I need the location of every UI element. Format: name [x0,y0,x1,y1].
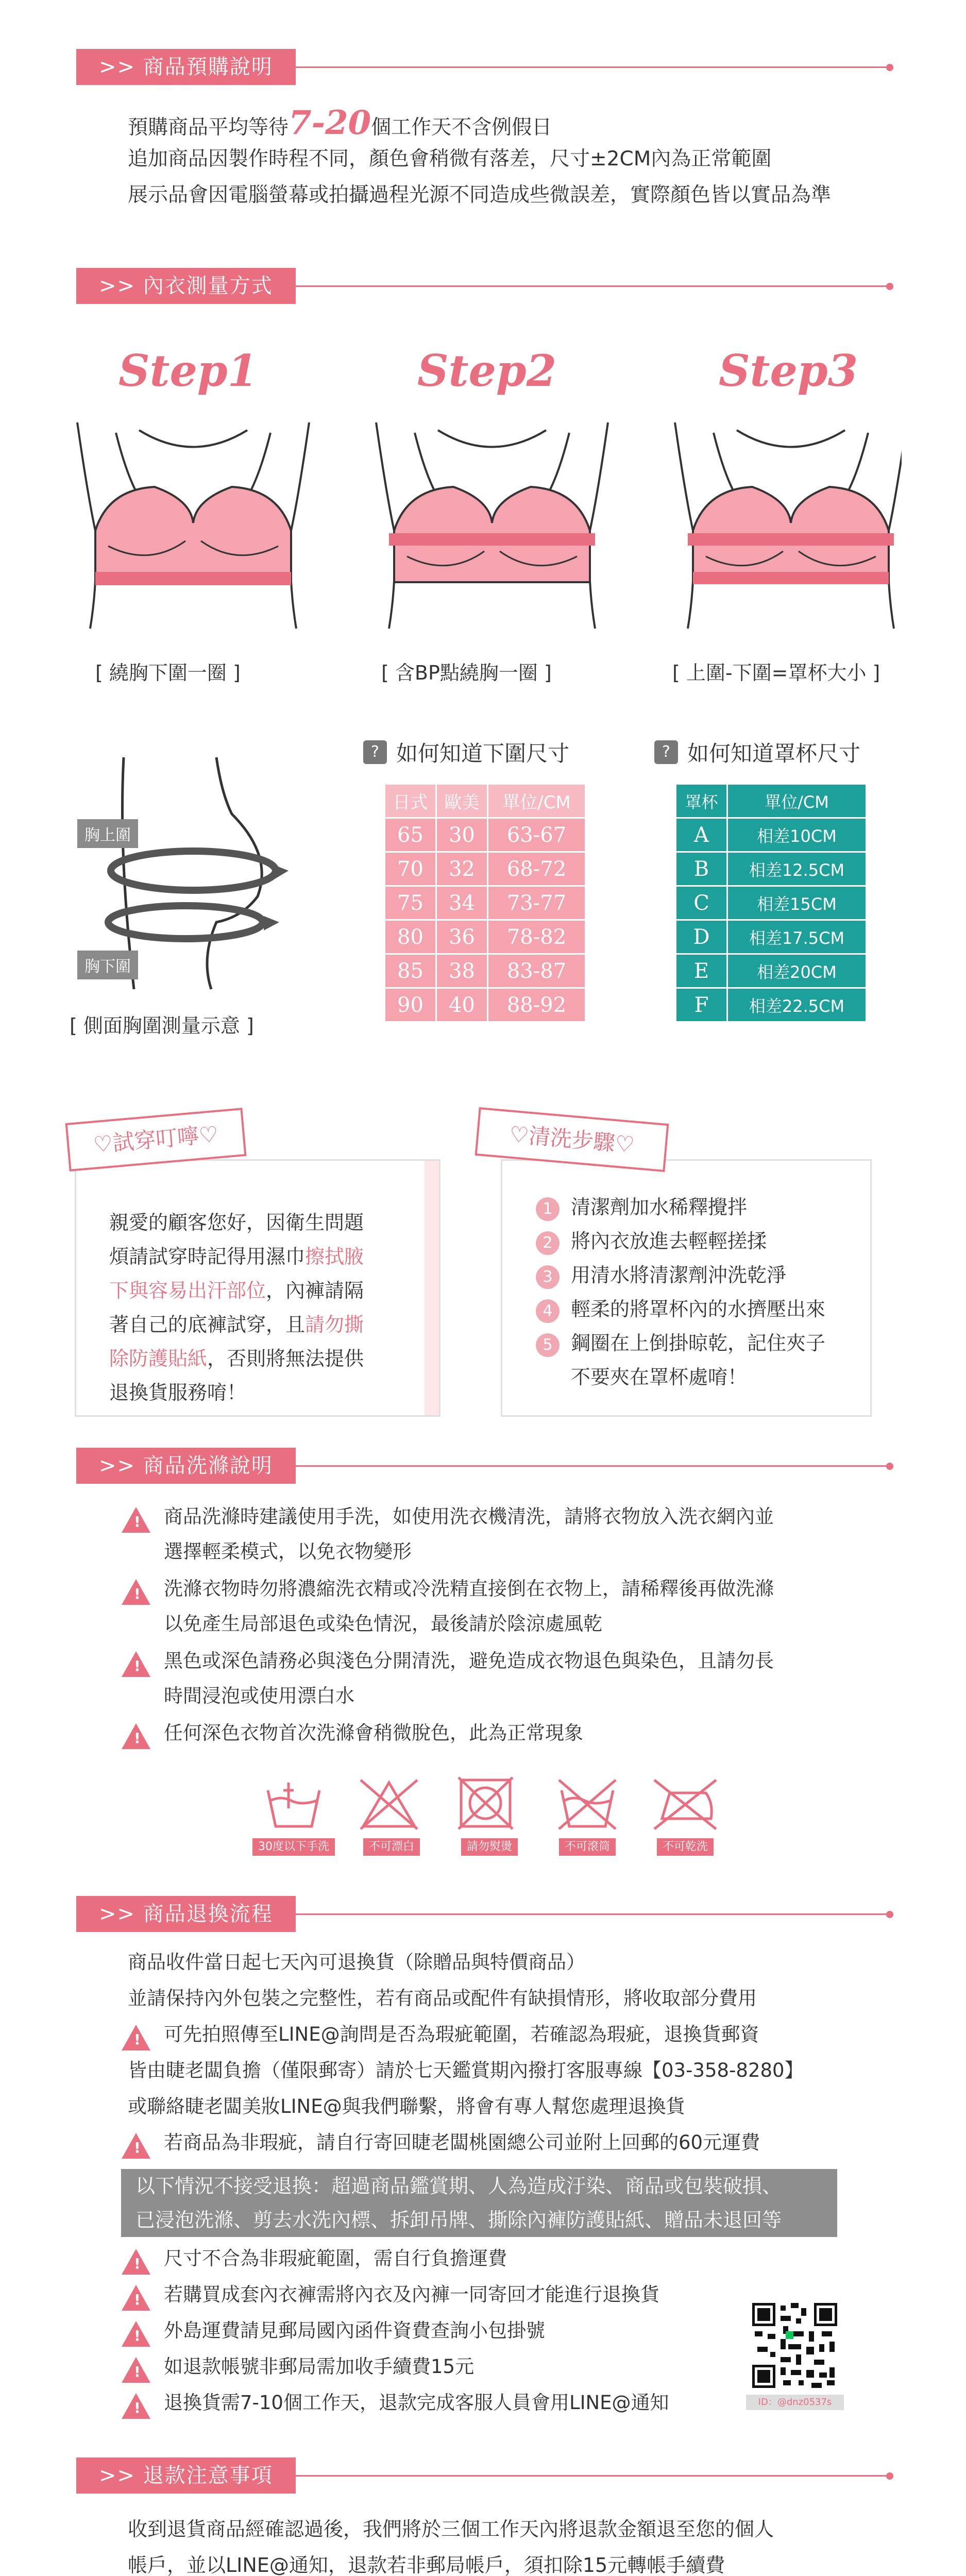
returns-a3: 或聯絡睫老闆美妝LINE@與我們聯繫，將會有專人幫您處理退換貨 [128,2095,685,2117]
under-bust-table [384,783,586,1023]
step-number: 5 [536,1333,560,1357]
table-row [385,818,586,852]
step-text: 清潔劑加水稀釋攪拌 [571,1196,748,1218]
table-cell: 75 [385,886,436,920]
qr-id: ID：@dnz0537s [746,2395,844,2410]
tryon-line: 退換貨服務唷！ [109,1381,247,1404]
preorder-days: 7-20 [289,104,371,142]
hand-wash-icon [268,1783,319,1826]
returns-item: 若購買成套內衣褲需將內衣及內褲一同寄回才能進行退換貨 [164,2283,659,2306]
cup-table-question [654,737,860,768]
preorder-text: 預購商品平均等待 [128,116,289,139]
question-icon: ? [363,740,387,764]
table-row [676,954,867,988]
table-cell: 相差22.5CM [727,988,867,1022]
table-row [385,954,586,988]
returns-a2: 皆由睫老闆負擔（僅限郵寄）請於七天鑑賞期內撥打客服專線【03-358-8280】 [128,2059,804,2081]
warning-icon: ! [122,2133,150,2159]
section-title: >> 商品預購說明 [76,49,296,85]
table-cell: 相差15CM [727,886,867,920]
care-label: 30度以下手洗 [252,1838,335,1856]
table-cell: 32 [436,852,488,886]
step-2-title: Step2 [417,345,557,396]
no-dry-clean-icon [654,1780,716,1829]
warning-icon: ! [122,2321,150,2347]
tryon-part: 著自己的底褲試穿，且 [109,1313,306,1336]
no-tumble-dry-icon [559,1780,616,1829]
section-title: >> 內衣測量方式 [76,268,296,304]
preorder-line-3: 展示品會因電腦螢幕或拍攝過程光源不同造成些微誤差，實際顏色皆以實品為準 [128,183,832,207]
wash-note-3 [164,1643,774,1714]
wash-note-1 [164,1499,774,1569]
exclusion-line: 以下情況不接受退換：超過商品鑑賞期、人為造成汙染、商品或包裝破損、 [135,2175,782,2197]
table-cell: 78-82 [488,920,586,954]
tryon-text [109,1206,364,1410]
table-cell: 30 [436,818,488,852]
returns-exclusions [121,2169,837,2237]
table-cell: 68-72 [488,852,586,886]
warning-icon: ! [122,1507,150,1533]
section-header-measure [76,268,890,304]
warning-icon: ! [122,2025,150,2050]
table-cell: C [676,886,727,920]
warning-icon: ! [122,2357,150,2383]
returns-a1: 可先拍照傳至LINE@詢問是否為瑕疵範圍，若確認為瑕疵，退換貨郵資 [164,2023,759,2045]
step-text: 輕柔的將罩杯內的水擠壓出來 [571,1298,826,1320]
wash-note-2 [164,1571,774,1641]
tryon-line [109,1240,364,1274]
tryon-highlight: 除防護貼紙 [109,1347,208,1370]
care-label: 請勿熨燙 [461,1838,518,1856]
table-cell: 65 [385,818,436,852]
no-iron-icon [459,1777,513,1829]
table-row [385,920,586,954]
table-header-row [385,784,586,818]
table-cell: 相差12.5CM [727,852,867,886]
refund-line-2: 帳戶，並以LINE@通知，退款若非郵局帳戶，須扣除15元轉帳手續費 [128,2554,725,2576]
returns-p1: 商品收件當日起七天內可退換貨（除贈品與特價商品） [128,1951,585,1973]
exclusion-line: 已浸泡洗滌、剪去水洗內標、拆卸吊牌、撕除內褲防護貼紙、贈品未退回等 [135,2209,782,2231]
table-cell: 83-87 [488,954,586,988]
wash-note-line: 時間浸泡或使用漂白水 [164,1685,354,1707]
under-table-question [363,737,569,768]
side-view-caption: [ 側面胸圍測量示意 ] [70,1014,254,1037]
tryon-highlight: 擦拭腋 [305,1245,364,1268]
table-cell: A [676,818,727,852]
tryon-line [109,1274,364,1308]
section-title: >> 商品退換流程 [76,1896,296,1932]
table-cell: 90 [385,988,436,1022]
warning-icon: ! [122,1651,150,1677]
cup-size-table [675,783,867,1023]
step-3-caption: [ 上圍-下圍=罩杯大小 ] [672,662,880,684]
step-number: 2 [536,1231,560,1255]
section-header-preorder [76,49,890,85]
step-number: 4 [536,1299,560,1323]
warning-icon: ! [122,2249,150,2275]
preorder-text-end: 個工作天不含例假日 [371,116,552,139]
section-header-wash [76,1448,890,1484]
side-label-upper: 胸上圍 [77,819,138,848]
table-header-row [676,784,867,818]
table-cell: E [676,954,727,988]
table-cell: B [676,852,727,886]
returns-item: 外島運費請見郵局國內函件資費查詢小包掛號 [164,2319,545,2342]
washing-step [536,1292,825,1326]
refund-line-1: 收到退貨商品經確認過後，我們將於三個工作天內將退款金額退至您的個人 [128,2518,774,2540]
care-label: 不可漂白 [363,1838,420,1856]
table-cell: 36 [436,920,488,954]
step-1-caption: [ 繞胸下圍一圈 ] [95,662,241,684]
table-cell: 70 [385,852,436,886]
table-row [676,920,867,954]
question-text: 如何知道下圍尺寸 [396,741,570,766]
table-cell: 73-77 [488,886,586,920]
step-text: 將內衣放進去輕輕搓揉 [571,1230,767,1252]
table-cell: D [676,920,727,954]
returns-p2: 並請保持內外包裝之完整性，若有商品或配件有缺損情形，將收取部分費用 [128,1987,757,2009]
warning-icon: ! [122,1579,150,1605]
step-text: 不要夾在罩杯處唷！ [571,1366,748,1388]
table-cell: 34 [436,886,488,920]
tryon-highlight: 請勿撕 [305,1313,364,1336]
table-cell: 38 [436,954,488,988]
table-row [385,886,586,920]
section-header-refund [76,2458,890,2494]
table-row [385,852,586,886]
warning-icon: ! [122,2393,150,2419]
wash-note-line: 黑色或深色請務必與淺色分開清洗，避免造成衣物退色與染色，且請勿長 [164,1650,774,1672]
table-header-cell: 單位/CM [488,784,586,818]
table-row [676,886,867,920]
tryon-highlight: 下與容易出汗部位 [109,1279,266,1302]
step-text: 用清水將清潔劑沖洗乾淨 [571,1264,787,1286]
table-cell: 85 [385,954,436,988]
table-row [676,988,867,1022]
table-cell: 相差17.5CM [727,920,867,954]
washing-title: ♡清洗步驟♡ [475,1107,669,1172]
bra-illustration-3 [675,422,902,629]
tryon-line [109,1342,364,1376]
warning-icon: ! [122,2285,150,2311]
table-header-cell: 日式 [385,784,436,818]
tryon-title: ♡試穿叮嚀♡ [65,1108,247,1172]
wash-note-line: 洗滌衣物時勿將濃縮洗衣精或冷洗精直接倒在衣物上，請稀釋後再做洗滌 [164,1578,774,1600]
section-title: >> 商品洗滌說明 [76,1448,296,1484]
wash-note-line: 商品洗滌時建議使用手洗，如使用洗衣機清洗，請將衣物放入洗衣網內並 [164,1505,774,1528]
table-header-cell: 單位/CM [727,784,867,818]
washing-steps [536,1190,825,1394]
tryon-line: 親愛的顧客您好，因衛生問題 [109,1211,364,1234]
section-header-returns [76,1896,890,1932]
table-cell: F [676,988,727,1022]
table-cell: 88-92 [488,988,586,1022]
step-text: 鋼圈在上倒掛晾乾，記住夾子 [571,1332,826,1354]
table-cell: 63-67 [488,818,586,852]
line-qr-code[interactable] [750,2300,840,2391]
bra-illustration-2 [376,422,608,629]
question-icon: ? [654,740,678,764]
wash-note-4: 任何深色衣物首次洗滌會稍微脫色，此為正常現象 [164,1722,583,1744]
washing-step [536,1258,825,1292]
table-row [676,818,867,852]
washing-step [536,1224,825,1258]
returns-item: 如退款帳號非郵局需加收手續費15元 [164,2355,474,2378]
preorder-line-1 [128,106,552,145]
table-cell: 80 [385,920,436,954]
no-bleach-icon [361,1780,417,1829]
step-number: 1 [536,1197,560,1221]
step-1-title: Step1 [118,345,258,396]
step-3-title: Step3 [719,345,858,396]
washing-step [536,1190,825,1224]
step-number: 3 [536,1265,560,1289]
preorder-line-2: 追加商品因製作時程不同，顏色會稍微有落差，尺寸±2CM內為正常範圍 [128,147,772,171]
table-header-cell: 罩杯 [676,784,727,818]
warning-icon: ! [122,1723,150,1749]
care-label: 不可乾洗 [657,1838,714,1856]
tryon-part: ，否則將無法提供 [207,1347,364,1370]
wash-note-line: 以免產生局部退色或染色情況，最後請於陰涼處風乾 [164,1613,602,1635]
care-icons [263,1772,726,1834]
tryon-part: ，內褲請隔 [266,1279,364,1302]
tryon-line [109,1308,364,1342]
washing-step [536,1326,825,1360]
table-cell: 相差20CM [727,954,867,988]
bra-illustration-1 [77,422,309,629]
table-row [676,852,867,886]
returns-item: 尺寸不合為非瑕疵範圍，需自行負擔運費 [164,2247,507,2269]
care-label: 不可滾筒 [559,1838,616,1856]
table-cell: 相差10CM [727,818,867,852]
table-row [385,988,586,1022]
returns-b1: 若商品為非瑕疵，請自行寄回睫老闆桃園總公司並附上回郵的60元運費 [164,2131,760,2154]
side-label-lower: 胸下圍 [77,951,138,979]
table-header-cell: 歐美 [436,784,488,818]
section-title: >> 退款注意事項 [76,2458,296,2494]
question-text: 如何知道罩杯尺寸 [687,741,861,766]
bra-illustrations [67,412,902,634]
step-2-caption: [ 含BP點繞胸一圈 ] [381,662,552,684]
wash-note-line: 選擇輕柔模式，以免衣物變形 [164,1540,412,1563]
returns-item: 退換貨需7-10個工作天，退款完成客服人員會用LINE@通知 [164,2392,669,2414]
table-cell: 40 [436,988,488,1022]
tryon-part: 煩請試穿時記得用濕巾 [109,1245,306,1268]
